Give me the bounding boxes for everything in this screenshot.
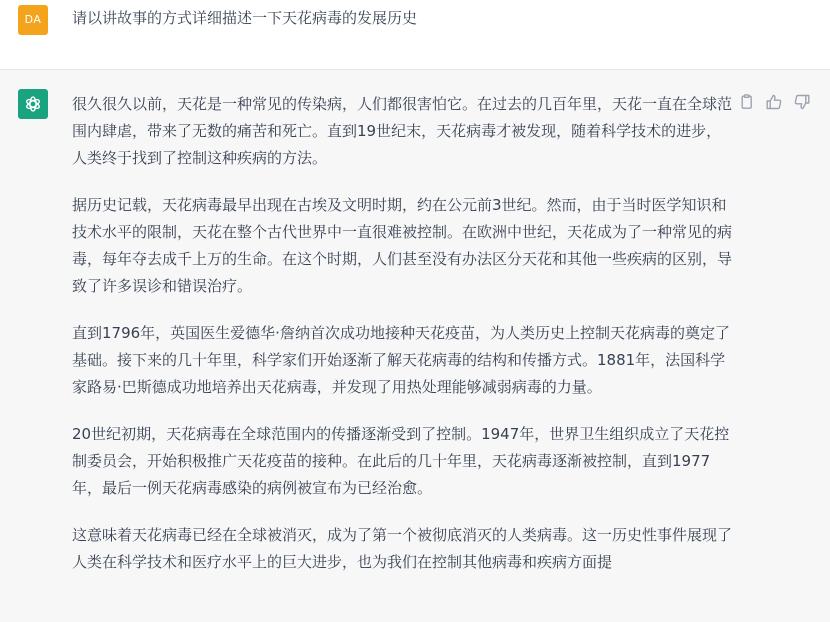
- assistant-message-row: [0, 70, 830, 622]
- user-message-text: 请以讲故事的方式详细描述一下天花病毒的发展历史: [72, 9, 418, 27]
- openai-logo-icon: [23, 94, 43, 114]
- assistant-avatar: [18, 89, 48, 119]
- copy-button[interactable]: [737, 93, 755, 111]
- user-message-row: [0, 0, 830, 70]
- paragraph: 据历史记载，天花病毒最早出现在古埃及文明时期，约在公元前3世纪。然而，由于当时医学知识和技术水平的限制，天花在整个古代世界中一直很难被控制。在欧洲中世纪，天花成为了一种常见的病毒，每年夺去成千上万的生命。在这个时期，人们甚至没有办法区分天花和其他一些疾病的区别，导致了许多误诊和错误治疗。: [72, 196, 733, 295]
- message-actions: [737, 93, 811, 111]
- thumbs-up-icon: [766, 94, 782, 110]
- paragraph: 这意味着天花病毒已经在全球被消灭，成为了第一个被彻底消灭的人类病毒。这一历史性事件展现了人类在科学技术和医疗水平上的巨大进步，也为我们在控制其他病毒和疾病方面提: [72, 526, 733, 571]
- paragraph: 很久很久以前，天花是一种常见的传染病，人们都很害怕它。在过去的几百年里，天花一直在全球范围内肆虐，带来了无数的痛苦和死亡。直到19世纪末，天花病毒才被发现，随着科学技术的进步，人类终于找到了控制这种疾病的方法。: [72, 95, 733, 167]
- thumbs-up-button[interactable]: [765, 93, 783, 111]
- user-avatar: DA: [18, 5, 48, 35]
- paragraph: 直到1796年，英国医生爱德华·詹纳首次成功地接种天花疫苗，为人类历史上控制天花病毒的奠定了基础。接下来的几十年里，科学家们开始逐渐了解天花病毒的结构和传播方式。1881年，法国科学家路易·巴斯德成功地培养出天花病毒，并发现了用热处理能够减弱病毒的力量。: [72, 324, 730, 396]
- paragraph: 20世纪初期，天花病毒在全球范围内的传播逐渐受到了控制。1947年，世界卫生组织成立了天花控制委员会，开始积极推广天花疫苗的接种。在此后的几十年里，天花病毒逐渐被控制，直到1977年，最后一例天花病毒感染的病例被宣布为已经治愈。: [72, 425, 730, 497]
- thumbs-down-button[interactable]: [793, 93, 811, 111]
- copy-icon: [739, 94, 754, 110]
- thumbs-down-icon: [794, 94, 810, 110]
- assistant-message-text: [72, 91, 732, 596]
